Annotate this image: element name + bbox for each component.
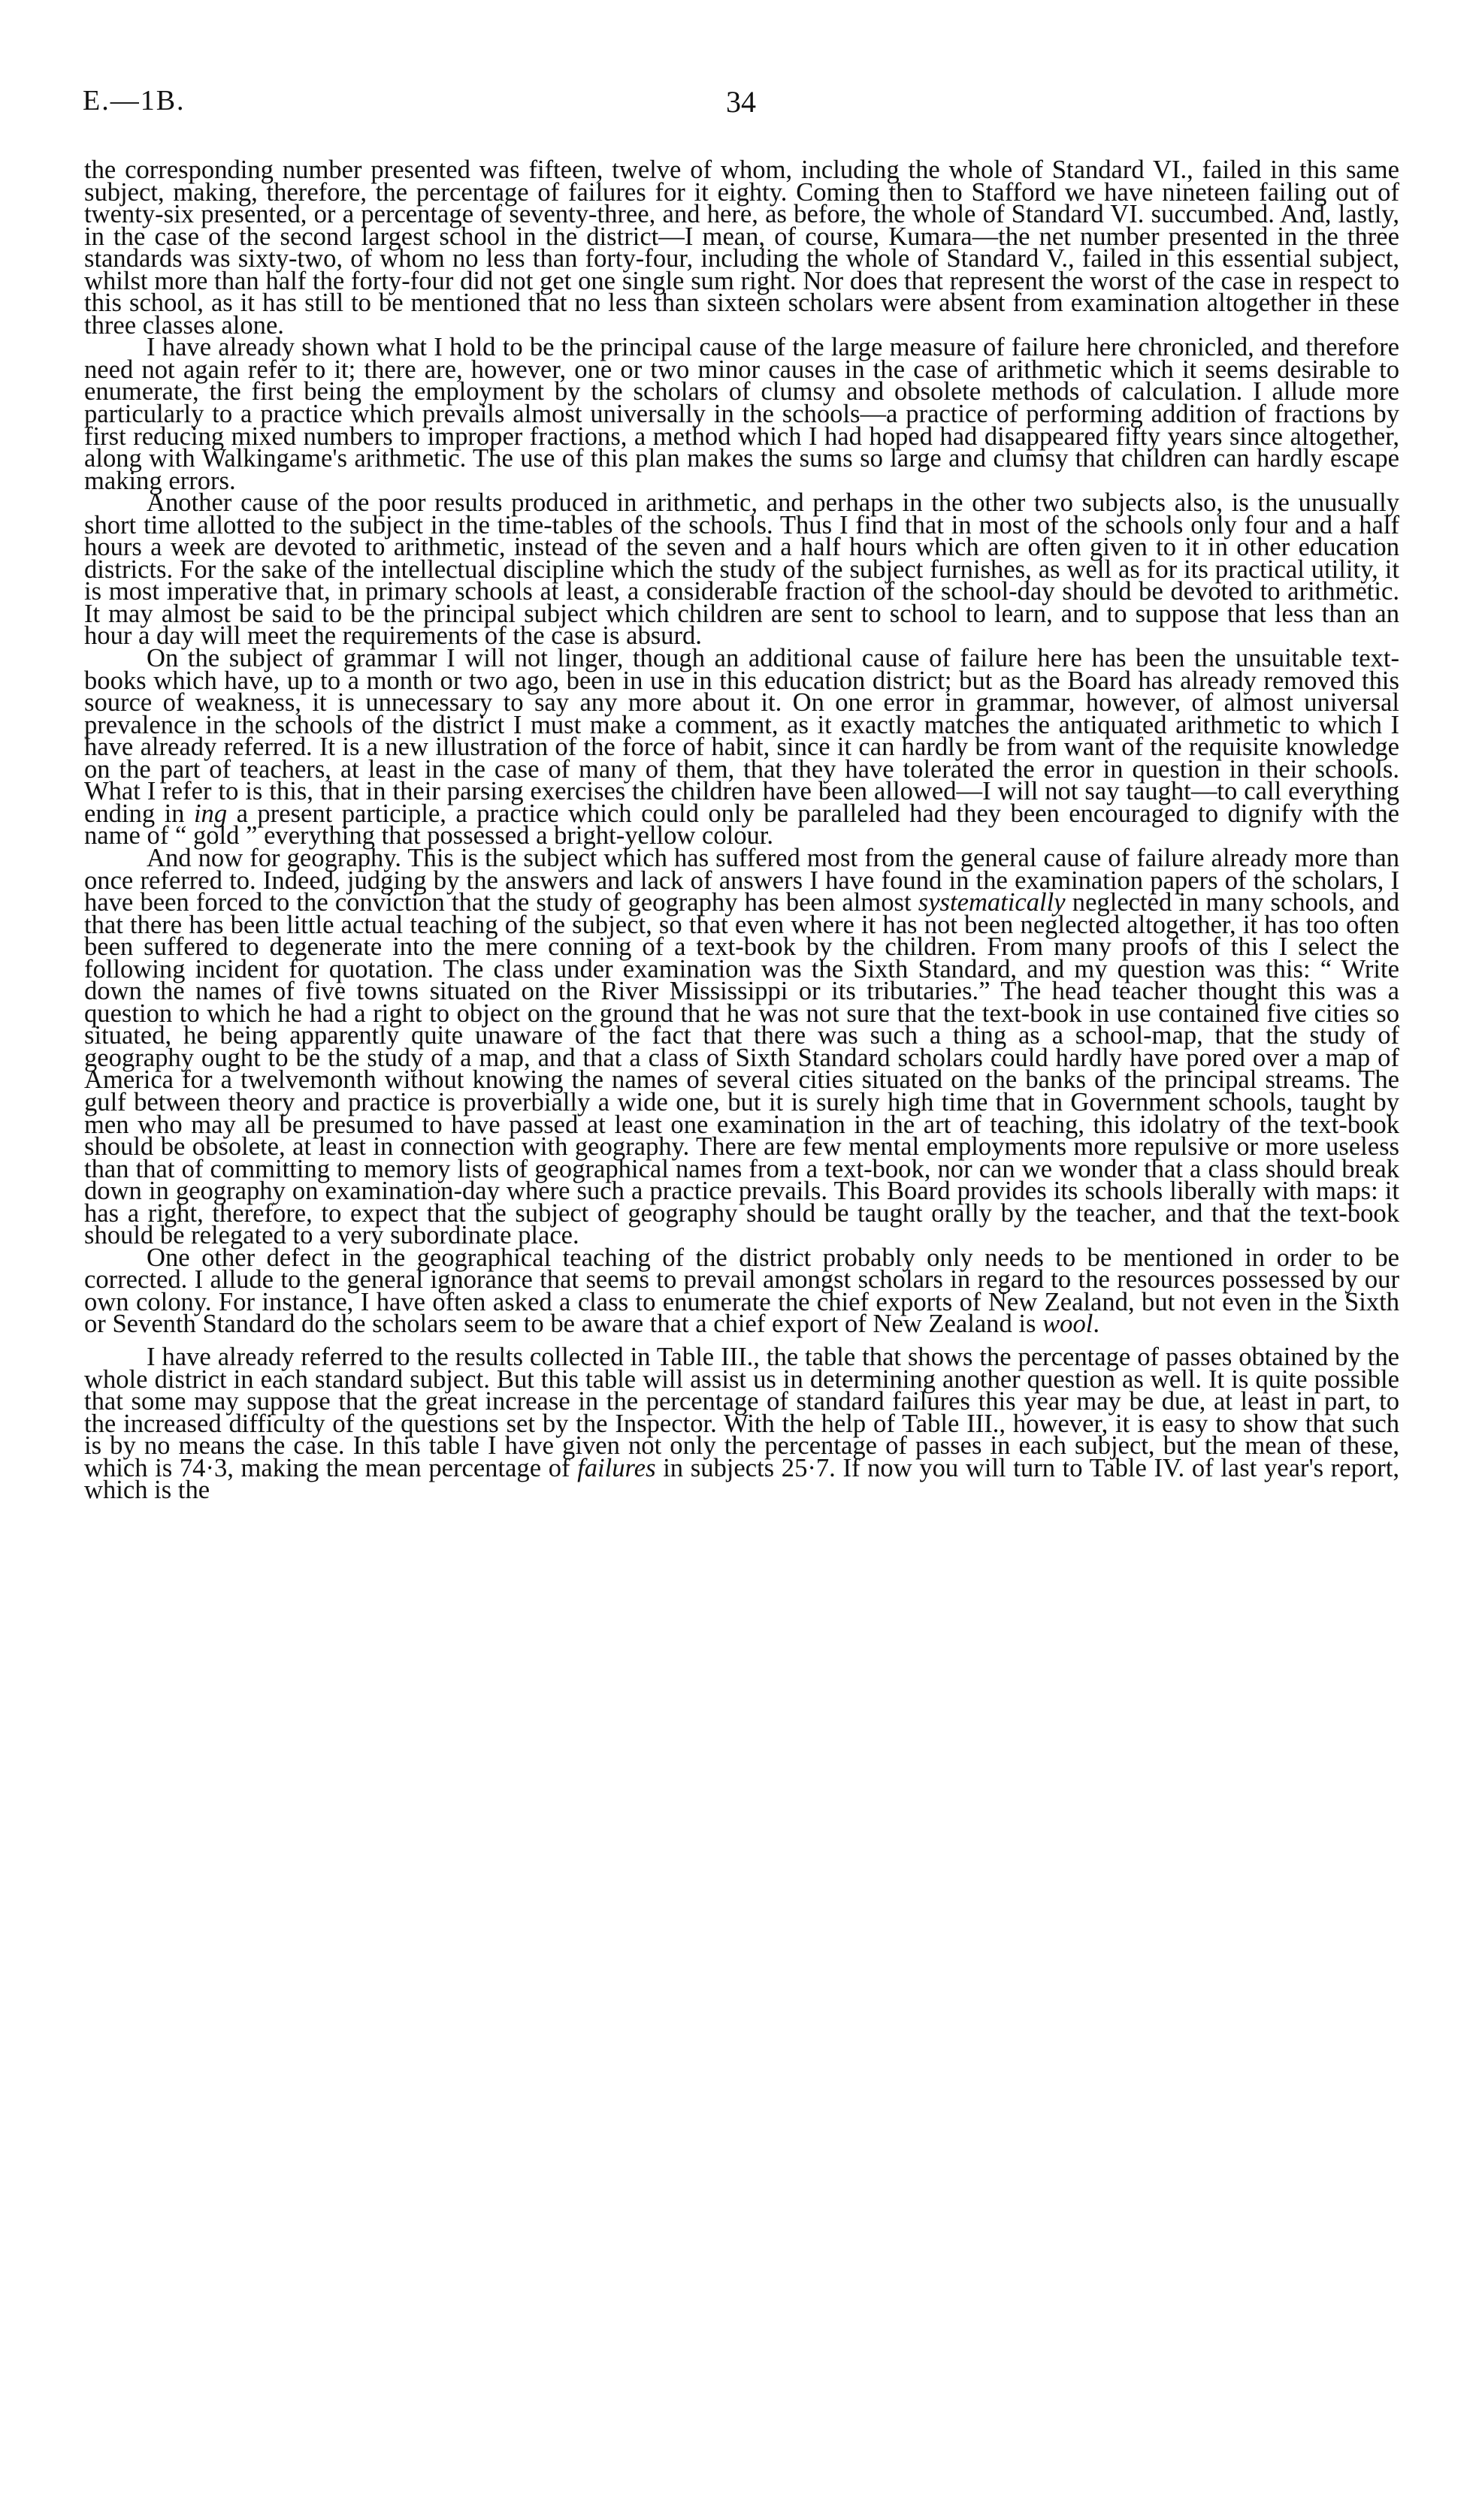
paragraph-text: On the subject of grammar I will not linger, though an additional cause of failure here has been the unsuitable text-books which have, up to a month or two ago, been in use in this education district; but as the Board has already removed this source of weakness, it is unnecessary to say any more about it. On one error in grammar, however, of almost universal prevalence in the schools of the district I must make a comment, as it exactly matches the antiquated arithmetic to which I have already referred. It is a new illustration of the force of habit, since it can hardly be from want of the requisite knowledge on the part of teachers, at least in the case of many of them, that they have tolerated the error in question in their schools. What I refer to is this, that in their parsing exercises the children have been allowed—I will not say taught—to call everything ending in bbox=[84, 644, 1399, 828]
paragraph bbox=[84, 333, 1399, 495]
paragraph-text: neglected in many schools, and that there has been little actual teaching of the subject, so that even where it has not been neglected altogether, it has too often been suffered to degenerate into the mere conning of a text-book by the children. From many proofs of this I select the following incident for quotation. The class under examination was the Sixth Standard, and my question was this: “ Write down the names of five towns situated on the River Mississippi or its tributaries.” The head teacher thought this was a question to which he had a right to object on the ground that he was not sure that the text-book in use contained five cities so situated, he being apparently quite unaware of the fact that there was such a thing as a school-map, that the study of geography ought to be the study of a map, and that a class of Sixth Standard scholars could hardly have pored over a map of America for a twelvemonth without knowing the names of several cities situated on the banks of the principal streams. The gulf between theory and practice is proverbially a wide one, but it is surely high time that in Government schools, taught by men who may all be presumed to have passed at least one examination in the art of teaching, this idolatry of the text-book should be obsolete, at least in connection with geography. There are few mental employments more repulsive or more useless than that of committing to memory lists of geographical names from a text-book, nor can we wonder that a class should break down in geography on examination-day where such a practice prevails. This Board provides its schools liberally with maps: it has a right, therefore, to expect that the subject of geography should be taught orally by the teacher, and that the text-book should be relegated to a very subordinate place. bbox=[84, 888, 1399, 1250]
italic-text: wool bbox=[1042, 1310, 1093, 1339]
paragraph-text: I have already shown what I hold to be the principal cause of the large measure of failure here chronicled, and therefore need not again refer to it; there are, however, one or two minor causes in the case of arithmetic which it seems desirable to enumerate, the first being the employment by the scholars of clumsy and obsolete methods of calculation. I allude more particularly to a practice which prevails almost universally in the schools—a practice of performing addition of fractions by first reducing mixed numbers to improper fractions, a method which I had hoped had disappeared fifty years since altogether, along with Walkingame's arithmetic. The use of this plan makes the sums so large and clumsy that children can hardly escape making errors. bbox=[84, 333, 1399, 495]
document-reference: E.—1B. bbox=[83, 85, 186, 116]
paragraph-text: One other defect in the geographical teaching of the district probably only needs to be mentioned in order to be corrected. I allude to the general ignorance that seems to prevail amongst scholars in regard to the resources possessed by our own colony. For instance, I have often asked a class to enumerate the chief exports of New Zealand, but not even in the Sixth or Seventh Standard do the scholars seem to be aware that a chief export of New Zealand is bbox=[84, 1243, 1399, 1339]
body-text bbox=[84, 156, 1400, 1505]
page-number: 34 bbox=[726, 85, 756, 119]
italic-text: ing bbox=[193, 799, 228, 828]
paragraph bbox=[84, 1243, 1399, 1339]
paragraph bbox=[84, 488, 1399, 651]
paragraph-text: I have already referred to the results collected in Table III., the table that shows the percentage of passes obtained by the whole district in each standard subject. But this table will assist us in determining another question as well. It is quite possible that some may suppose that the great increase in the percentage of standard failures this year may be due, at least in part, to the increased difficulty of the questions set by the Inspector. With the help of Table III., however, it is easy to show that such is by no means the case. In this table I have given not only the percentage of passes in each subject, but the mean of these, which is 74·3, making the mean percentage of bbox=[84, 1342, 1399, 1482]
paragraph-text: . bbox=[1093, 1310, 1100, 1339]
italic-text: failures bbox=[577, 1453, 656, 1482]
paragraph-text: And now for geography. This is the subject which has suffered most from the general cause of failure already more than once referred to. Indeed, judging by the answers and lack of answers I have found in the examination papers of the scholars, I have been forced to the conviction that the study of geography has been almost bbox=[84, 843, 1399, 917]
paragraph-text: Another cause of the poor results produced in arithmetic, and perhaps in the other two subjects also, is the unusually short time allotted to the subject in the time-tables of the schools. Thus I find that in most of the schools only four and a half hours a week are devoted to arithmetic, instead of the seven and a half hours which are often given to it in other education districts. For the sake of the intellectual discipline which the study of the subject furnishes, as well as for its practical utility, it is most imperative that, in primary schools at least, a considerable fraction of the school-day should be devoted to arithmetic. It may almost be said to be the principal subject which children are sent to school to learn, and to suppose that less than an hour a day will meet the requirements of the case is absurd. bbox=[84, 488, 1399, 651]
page-header bbox=[83, 84, 1399, 129]
paragraph bbox=[84, 1342, 1399, 1505]
paragraph-text: in subjects 25·7. If now you will turn to Table IV. of last year's report, which is the bbox=[84, 1453, 1399, 1505]
paragraph bbox=[84, 156, 1399, 340]
paragraph-text: a present participle, a practice which could only be paralleled had they been encouraged to dignify with the name of “ gold ” everything that possessed a bright-yellow colour. bbox=[84, 799, 1400, 851]
paragraph bbox=[84, 644, 1400, 851]
paragraph bbox=[84, 843, 1399, 1250]
italic-text: systematically bbox=[918, 888, 1066, 917]
paragraph-text: the corresponding number presented was fifteen, twelve of whom, including the whole of Standard VI., failed in this same subject, making, therefore, the percentage of failures for it eighty. Coming then to Stafford we have nineteen failing out of twenty-six presented, or a percentage of seventy-three, and here, as before, the whole of Standard VI. succumbed. And, lastly, in the case of the second largest school in the district—I mean, of course, Kumara—the net number presented in the three standards was sixty-two, of whom no less than forty-four, including the whole of Standard V., failed in this essential subject, whilst more than half the forty-four did not get one single sum right. Nor does that represent the worst of the case in respect to this school, as it has still to be mentioned that no less than sixteen scholars were absent from examination altogether in these three classes alone. bbox=[84, 156, 1399, 340]
